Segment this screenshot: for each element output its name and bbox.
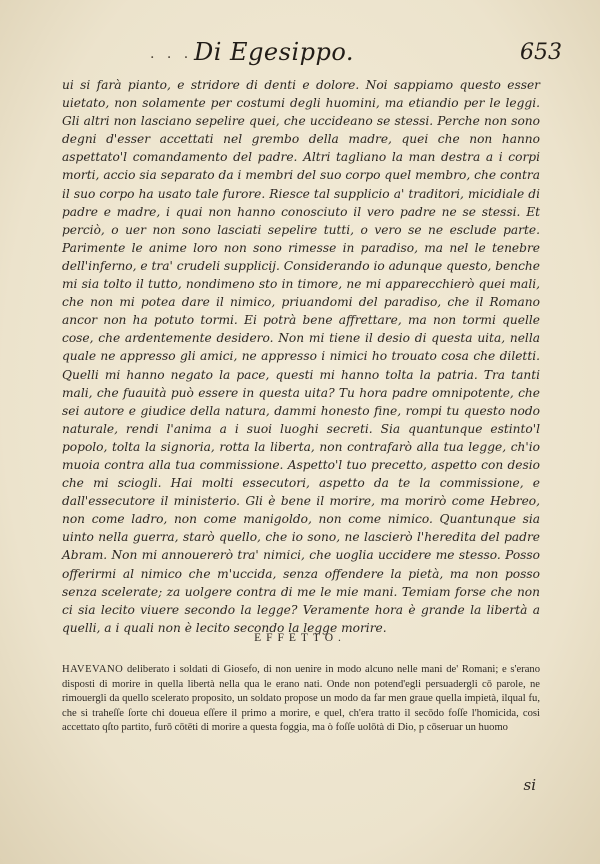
effetto-paragraph xyxy=(62,663,540,736)
page-number: 653 xyxy=(520,40,562,65)
header-ornament: . . . xyxy=(150,46,193,62)
running-title: Di Egesippo. xyxy=(194,38,355,66)
effetto-body: deliberato i soldati di Giosefo, di non uenire in modo alcuno nelle mani de' Romani; e s'erano disposti di morire in quella libertà nella qua le erano nati. Onde non potend'egli persuadergli cō parole, ne rimouergli da quello scelerato proposito, un soldato propose un modo da far men graue quella impietà, ilqual fu, che si traheſſe ſorte chi doueua eſſere il primo a morire, e quel, ch'era tratto il secōdo foſſe l'homicida, cosi accettato qſto partito, furō cōtēti di morire a questa foggia, ma ò foſſe uolōtà di Dio, p cōseruar un huomo xyxy=(62,664,540,734)
page-header xyxy=(150,38,570,68)
catchword: si xyxy=(523,776,536,794)
section-heading: EFFETTO. xyxy=(254,632,346,644)
effetto-lead-word: HAVEVANO xyxy=(62,664,124,675)
main-body-text: ui si farà pianto, e stridore di denti e dolore. Noi sappiamo questo esser uietato, non solamente per costumi degli huomini, ma etiandio per le leggi. Gli altri non lasciano sepelire quei, che uccideano se stessi. Perche non sono degni d'esser accettati nel grembo della madre, quei che non hanno aspettato'l comandamento del padre. Altri tagliano la man destra a i corpi morti, accio sia separato da i membri del suo corpo quel membro, che contra il suo corpo ha usato tale furore. Riesce tal supplicio a' traditori, micidiale di padre e madre, i quai non hanno conosciuto il vero padre ne se stessi. Et perciò, o uer non sono lasciati sepelire tutti, o vero se ne esclude parte. Parimente le anime loro non sono rimesse in paradiso, ma nel le tenebre dell'inferno, e tra' crudeli supplicij. Considerando io adunque questo, benche mi sia tolto il tutto, nondimeno sto in timore, ne mi apparecchierò quei mali, che non mi potea dare il nimico, priuandomi del paradiso, che il Romano ancor non ha potuto tormi. Ei potrà bene affrettare, ma non tormi quelle cose, che ardentemente desidero. Non mi tiene il desio di questa uita, nella quale ne appresso gli amici, ne appresso i nimici ho trouato cosa che diletti. Quelli mi hanno negato la pace, questi mi hanno tolta la patria. Tra tanti mali, che fuauità può essere in questa uita? Tu hora padre omnipotente, che sei autore e giudice della natura, dammi honesto fine, rompi tu questo nodo naturale, rendi l'anima a i suoi luoghi secreti. Sia quantunque estinto'l popolo, tolta la signoria, rotta la liberta, non contrafarò alla tua legge, ch'io muoia contra alla tua commissione. Aspetto'l tuo precetto, aspetto con desio che mi sciogli. Hai molti essecutori, aspetto da te la commissione, e dall'essecutore il ministerio. Gli è bene il morire, ma morirò come Hebreo, non come ladro, non come manigoldo, non come nimico. Quantunque sia uinto nella guerra, starò quello, che io sono, ne lascierò l'heredita del padre Abram. Non mi annouererò tra' nimici, che uoglia uccidere me stesso. Posso offerirmi al nimico che m'uccida, senza offendere la pietà, ma non posso senza scelerate; za uolgere contra di me le mie mani. Temiam forse che non ci sia lecito viuere secondo la legge? Veramente hora è grande la libertà a quelli, a i quali non è lecito secondo la legge morire. xyxy=(62,78,540,635)
